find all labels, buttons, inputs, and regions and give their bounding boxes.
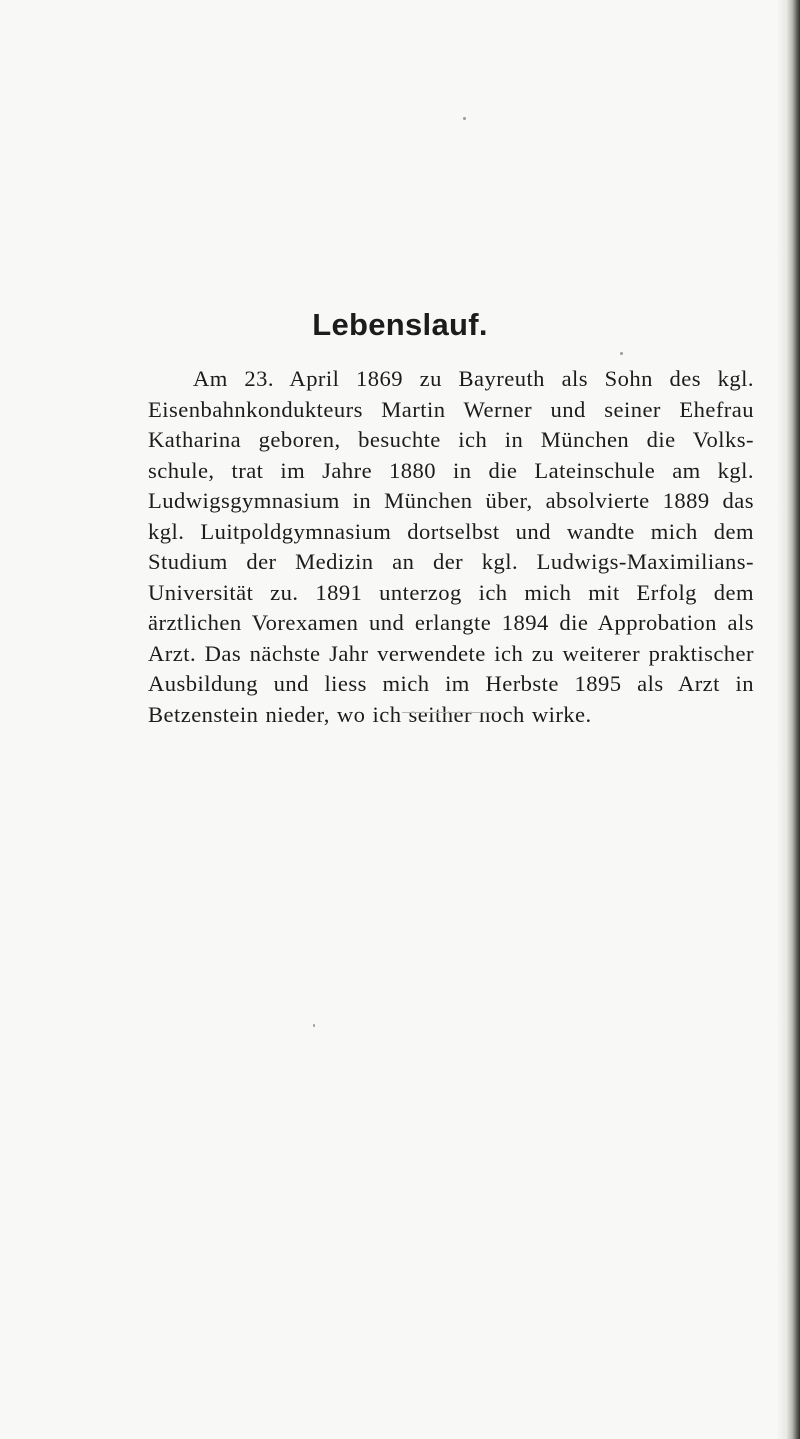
paper-speck (620, 352, 623, 355)
paper-speck (463, 117, 466, 120)
page-edge (786, 0, 800, 1439)
paper-speck (313, 1024, 315, 1027)
body-paragraph: Am 23. April 1869 zu Bayreuth als Sohn des kgl. Eisenbahnkondukteurs Martin Werner und seiner Ehefrau Katharina geboren, besuchte ich in München die Volks- schule, trat im Jahre 1880 in die Lateinschule am kgl. Ludwigsgymnasium in München über, absolvierte 1889 das kgl. Luitpoldgymnasium dortselbst und wandte mich dem Studium der Medizin an der kgl. Ludwigs-Maximilians- Universität zu. 1891 unterzog ich mich mit Erfolg dem ärztlichen Vorexamen und erlangte 1894 die Approbation als Arzt. Das nächste Jahr verwendete ich zu weiterer praktischer Ausbildung und liess mich im Herbste 1895 als Arzt in Betzenstein nieder, wo ich seither noch wirke. (148, 366, 754, 728)
page-title: Lebenslauf. (312, 307, 488, 342)
page-edge-shadow (776, 0, 786, 1439)
separator-rule (402, 712, 498, 713)
